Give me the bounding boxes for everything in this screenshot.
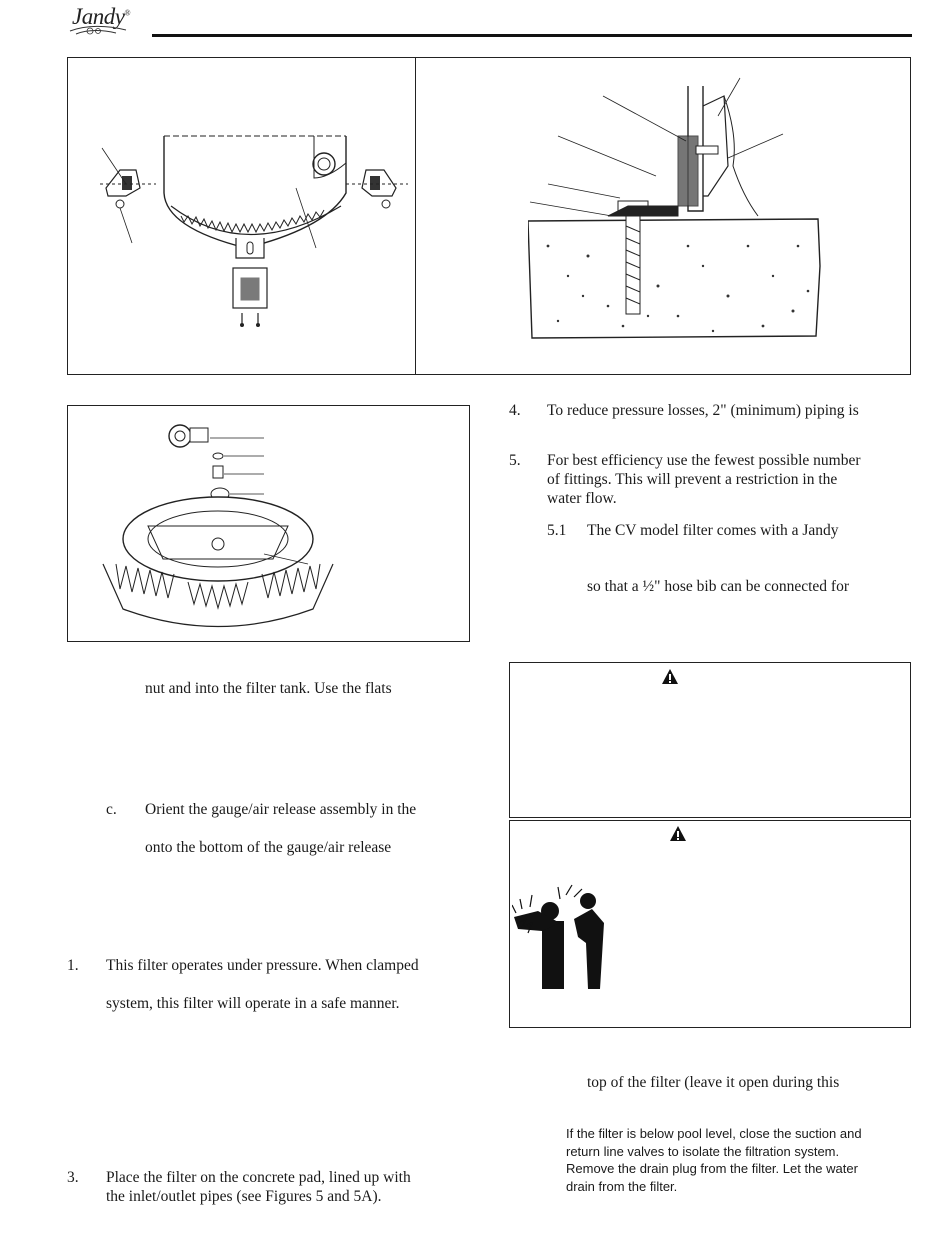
item-4-text: To reduce pressure losses, 2" (minimum) piping is <box>547 402 859 419</box>
item-5-line-2: of fittings. This will prevent a restriction in the <box>547 471 838 488</box>
drain-note-line-1: If the filter is below pool level, close the suction and <box>566 1126 862 1141</box>
after-warning-text: top of the filter (leave it open during this <box>587 1074 840 1091</box>
item-c-line-2: onto the bottom of the gauge/air release <box>145 839 392 856</box>
drain-note-line-3: Remove the drain plug from the filter. Let the water <box>566 1161 858 1176</box>
drain-note-line-2: return line valves to isolate the filtration system. <box>566 1143 840 1159</box>
item-1-line-1: This filter operates under pressure. When clamped <box>106 957 419 974</box>
warning-triangle-icon <box>669 825 687 843</box>
header-rule <box>152 34 912 37</box>
jandy-logo-icon <box>66 24 150 36</box>
figure-top <box>67 57 911 375</box>
registered-mark: ® <box>124 8 130 18</box>
item-5-1-line-1: The CV model filter comes with a Jandy <box>587 522 839 539</box>
item-1-line-2: system, this filter will operate in a safe manner. <box>106 995 400 1012</box>
item-c-number: c. <box>106 801 117 818</box>
warning-box-1 <box>509 662 911 818</box>
item-c-line-1: Orient the gauge/air release assembly in the <box>145 801 417 818</box>
item-5-line-3: water flow. <box>547 490 617 507</box>
item-5-1-number: 5.1 <box>547 522 567 539</box>
gauge-air-release-illustration <box>98 414 338 634</box>
warning-box-2 <box>509 820 911 1028</box>
drain-note <box>566 1125 906 1195</box>
figure-gauge-assembly <box>67 405 470 642</box>
person-explosion-hazard-icon <box>512 883 622 991</box>
brand-name: Jandy® <box>72 4 130 29</box>
nut-line: nut and into the filter tank. Use the flats <box>145 680 392 697</box>
filter-clamp-illustration <box>96 118 416 368</box>
item-5-number: 5. <box>509 452 521 469</box>
brand-logo <box>66 2 150 36</box>
warning-triangle-icon <box>661 668 679 686</box>
item-3-number: 3. <box>67 1169 79 1186</box>
item-4 <box>509 402 521 420</box>
item-1-number: 1. <box>67 957 79 974</box>
concrete-pad-section-illustration <box>528 76 828 346</box>
item-5-1-line-2: so that a ½" hose bib can be connected for <box>587 578 849 595</box>
item-3-line-1: Place the filter on the concrete pad, lined up with <box>106 1169 411 1186</box>
item-5-line-1: For best efficiency use the fewest possible number <box>547 452 861 469</box>
drain-note-line-4: drain from the filter. <box>566 1178 678 1194</box>
item-3-line-2: the inlet/outlet pipes (see Figures 5 and 5A). <box>106 1188 382 1205</box>
item-4-number: 4. <box>509 402 521 419</box>
